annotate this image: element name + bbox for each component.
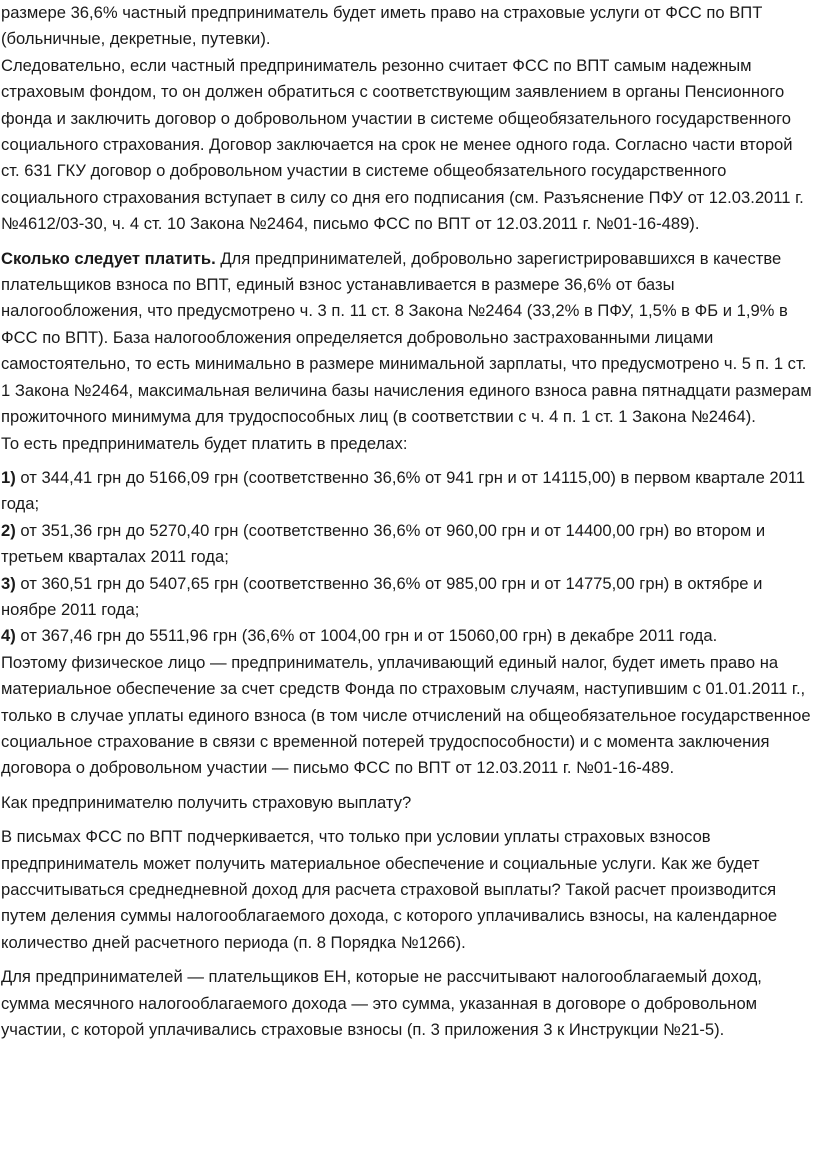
paragraph-contract: Следовательно, если частный предприниматель резонно считает ФСС по ВПТ самым надежным страховым фондом, то он должен обратиться с соответствующим заявлением в органы Пенсионного фонда и заключить договор о добровольном участии в системе общеобязательного государственного социального страхования. Договор заключается на срок не менее одного года. Согласно части второй ст. 631 ГКУ договор о добровольном участии в системе общеобязательного государственного социального страхования вступает в силу со дня его подписания (см. Разъяснение ПФУ от 12.03.2011 г. №4612/03-30, ч. 4 ст. 10 Закона №2464, письмо ФСС по ВПТ от 12.03.2011 г. №01-16-489). bbox=[1, 55, 804, 234]
list-item-text: от 344,41 грн до 5166,09 грн (соответственно 36,6% от 941 грн и от 14115,00) в первом квартале 2011 года; bbox=[1, 467, 806, 514]
paragraph-limits-intro: То есть предприниматель будет платить в пределах: bbox=[1, 433, 408, 453]
paragraph-entitlement: Поэтому физическое лицо — предприниматель, уплачивающий единый налог, будет иметь право на материальное обеспечение за счет средств Фонда по страховым случаям, наступившим с 01.01.2011 г., только в случае уплаты единого взноса (в том числе отчислений на общеобязательное государственное социальное страхование в связи с временной потерей трудоспособности) и с момента заключения договора о добровольном участии — письмо ФСС по ВПТ от 12.03.2011 г. №01-16-489. bbox=[1, 652, 811, 778]
list-item-number: 3) bbox=[1, 573, 16, 593]
list-item-number: 1) bbox=[1, 467, 16, 487]
list-item-text: от 367,46 грн до 5511,96 грн (36,6% от 1004,00 грн и от 15060,00 грн) в декабре 2011 года. bbox=[15, 626, 718, 646]
list-item-number: 2) bbox=[1, 520, 16, 540]
paragraph-intro: размере 36,6% частный предприниматель будет иметь право на страховые услуги от ФСС по ВПТ (больничные, декретные, путевки). bbox=[1, 3, 763, 49]
payment-text: Для предпринимателей, добровольно зарегистрировавшихся в качестве плательщиков взноса по ВПТ, единый взнос устанавливается в размере 36,6% от базы налогообложения, что предусмотрено ч. 3 п. 11 ст. 8 Закона №2464 (33,2% в ПФУ, 1,5% в ФБ и 1,9% в ФСС по ВПТ). База налогообложения определяется добровольно застрахованными лицами самостоятельно, то есть минимально в размере минимальной зарплаты, что предусмотрено ч. 5 п. 1 ст. 1 Закона №2464, максимальная величина базы начисления единого взноса равна пятнадцати размерам прожиточного минимума для трудоспособных лиц (в соответствии с ч. 4 п. 1 ст. 1 Закона №2464). bbox=[1, 248, 812, 427]
paragraph-en-payers: Для предпринимателей — плательщиков ЕН, которые не рассчитывают налогооблагаемый доход, сумма месячного налогооблагаемого дохода — это сумма, указанная в договоре о добровольном участии, с которой уплачивались страховые взносы (п. 3 приложения 3 к Инструкции №21-5). bbox=[1, 967, 762, 1040]
paragraph-calculation: В письмах ФСС по ВПТ подчеркивается, что только при условии уплаты страховых взносов предприниматель может получить материальное обеспечение и социальные услуги. Как же будет рассчитываться среднедневной доход для расчета страховой выплаты? Такой расчет производится путем деления суммы налогооблагаемого дохода, с которого уплачивались взносы, на календарное количество дней расчетного периода (п. 8 Порядка №1266). bbox=[1, 827, 778, 952]
list-item bbox=[1, 518, 812, 571]
list-item bbox=[1, 571, 812, 624]
list-item-text: от 351,36 грн до 5270,40 грн (соответственно 36,6% от 960,00 грн и от 14400,00 грн) во втором и третьем кварталах 2011 года; bbox=[1, 520, 766, 567]
payment-heading: Сколько следует платить. bbox=[1, 248, 216, 268]
list-item bbox=[1, 623, 812, 649]
paragraph-payment bbox=[1, 246, 812, 431]
section-question: Как предпринимателю получить страховую выплату? bbox=[1, 792, 412, 812]
list-item-text: от 360,51 грн до 5407,65 грн (соответственно 36,6% от 985,00 грн и от 14775,00 грн) в октябре и ноябре 2011 года; bbox=[1, 573, 763, 619]
list-item bbox=[1, 465, 812, 518]
list-item-number: 4) bbox=[1, 626, 16, 646]
